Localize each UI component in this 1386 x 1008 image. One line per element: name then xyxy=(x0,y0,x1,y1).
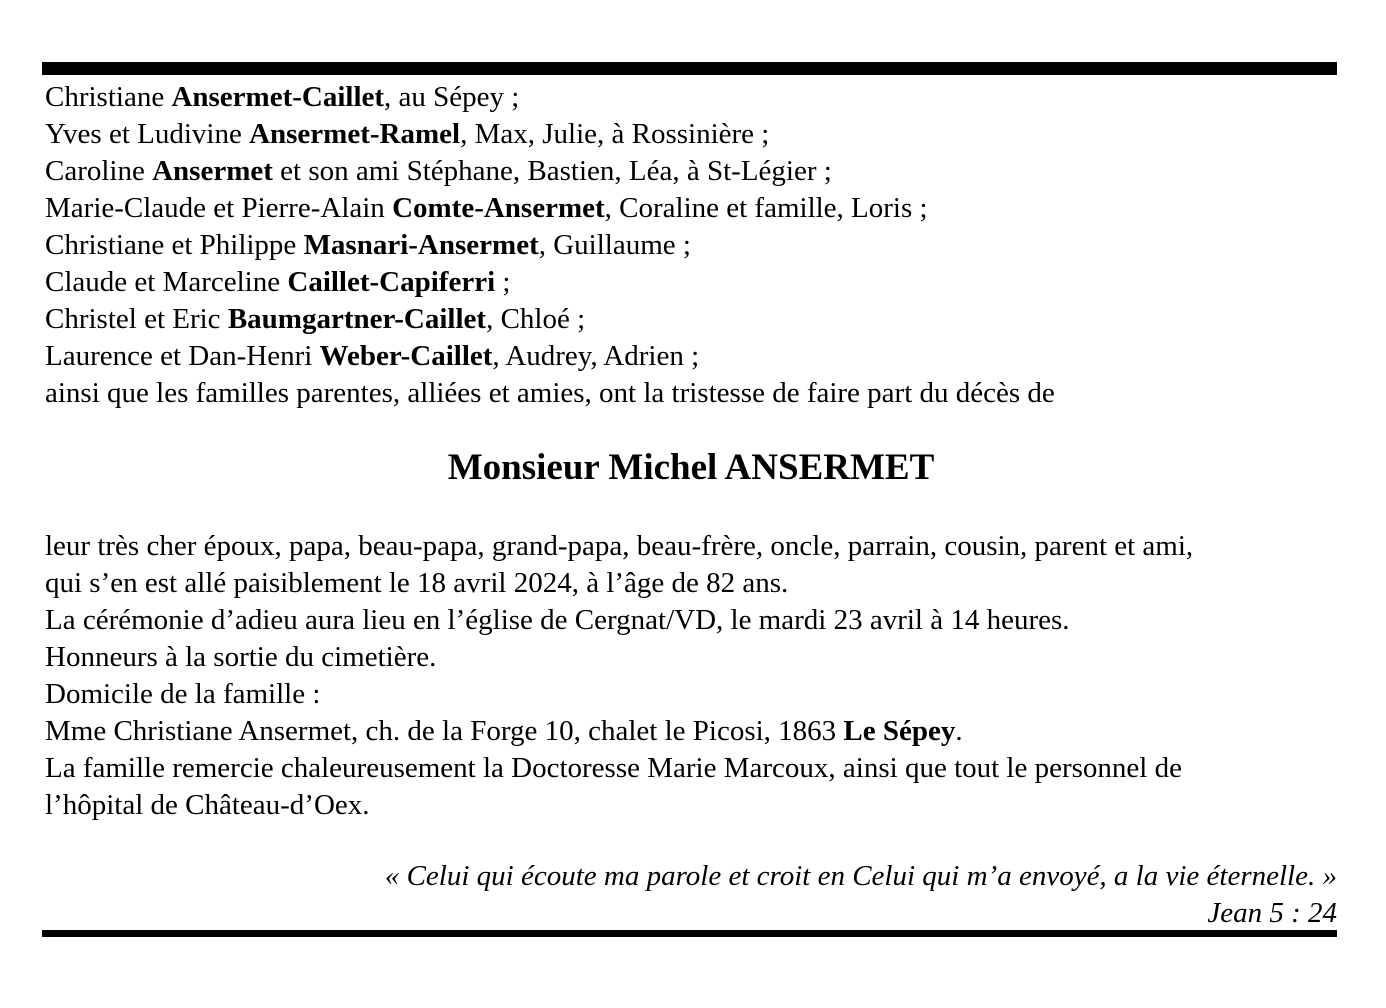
text-segment: ainsi que les familles parentes, alliées et amies, ont la tristesse de faire part du décès de xyxy=(45,377,1055,409)
text-segment: Honneurs à la sortie du cimetière. xyxy=(45,641,437,673)
text-segment: Marie-Claude et Pierre-Alain xyxy=(45,192,393,224)
quote-block xyxy=(45,858,1337,932)
text-segment: Mme Christiane Ansermet, ch. de la Forge 10, chalet le Picosi, 1863 xyxy=(45,715,844,747)
text-segment: , Audrey, Adrien ; xyxy=(492,340,700,372)
text-segment: qui s’en est allé paisiblement le 18 avril 2024, à l’âge de 82 ans. xyxy=(45,567,789,599)
text-segment: Christel et Eric xyxy=(45,303,228,335)
notice-body xyxy=(45,528,1337,824)
bold-surname: Le Sépey xyxy=(843,715,956,747)
body-line xyxy=(45,528,1337,565)
body-line xyxy=(45,713,1337,750)
text-segment: Domicile de la famille : xyxy=(45,678,321,710)
family-line xyxy=(45,301,1337,338)
family-line xyxy=(45,79,1337,116)
text-segment: La famille remercie chaleureusement la Doctoresse Marie Marcoux, ainsi que tout le personnel de xyxy=(45,752,1182,784)
family-line xyxy=(45,264,1337,301)
text-segment: Laurence et Dan-Henri xyxy=(45,340,320,372)
bold-surname: Baumgartner-Caillet xyxy=(227,303,487,335)
top-mourning-rule xyxy=(42,62,1337,75)
body-line xyxy=(45,639,1337,676)
text-segment: Yves et Ludivine xyxy=(45,118,250,150)
family-line xyxy=(45,338,1337,375)
bold-surname: Weber-Caillet xyxy=(319,340,493,372)
scripture-reference: Jean 5 : 24 xyxy=(1207,897,1337,929)
text-segment: Christiane xyxy=(45,81,172,113)
bold-surname: Ansermet-Caillet xyxy=(171,81,385,113)
text-segment: Christiane et Philippe xyxy=(45,229,304,261)
bold-surname: Comte-Ansermet xyxy=(392,192,605,224)
family-line xyxy=(45,153,1337,190)
scripture-quote: « Celui qui écoute ma parole et croit en Celui qui m’a envoyé, a la vie éternelle. » xyxy=(384,860,1337,892)
text-segment: ; xyxy=(495,266,511,298)
text-segment: , au Sépey ; xyxy=(384,81,520,113)
text-segment: . xyxy=(955,715,963,747)
deceased-name-title: Monsieur Michel ANSERMET xyxy=(447,447,935,488)
text-segment: Claude et Marceline xyxy=(45,266,288,298)
text-segment: leur très cher époux, papa, beau-papa, grand-papa, beau-frère, oncle, parrain, cousin, parent et ami, xyxy=(45,530,1194,562)
text-segment: , Max, Julie, à Rossinière ; xyxy=(460,118,770,150)
family-line xyxy=(45,227,1337,264)
body-line xyxy=(45,676,1337,713)
text-segment: , Coraline et famille, Loris ; xyxy=(604,192,928,224)
bold-surname: Ansermet-Ramel xyxy=(249,118,461,150)
bold-surname: Masnari-Ansermet xyxy=(303,229,539,261)
body-line xyxy=(45,750,1337,787)
body-line xyxy=(45,602,1337,639)
bold-surname: Ansermet xyxy=(152,155,273,187)
body-line xyxy=(45,565,1337,602)
family-list xyxy=(45,79,1337,412)
text-segment: l’hôpital de Château-d’Oex. xyxy=(45,789,370,821)
bottom-mourning-rule xyxy=(42,930,1337,937)
text-segment: La cérémonie d’adieu aura lieu en l’église de Cergnat/VD, le mardi 23 avril à 14 heures. xyxy=(45,604,1070,636)
text-segment: , Guillaume ; xyxy=(538,229,691,261)
body-line xyxy=(45,787,1337,824)
text-segment: Caroline xyxy=(45,155,153,187)
family-line xyxy=(45,190,1337,227)
text-segment: et son ami Stéphane, Bastien, Léa, à St-Légier ; xyxy=(272,155,832,187)
notice-content xyxy=(45,79,1337,932)
family-line xyxy=(45,375,1337,412)
bold-surname: Caillet-Capiferri xyxy=(287,266,496,298)
family-line xyxy=(45,116,1337,153)
text-segment: , Chloé ; xyxy=(486,303,586,335)
